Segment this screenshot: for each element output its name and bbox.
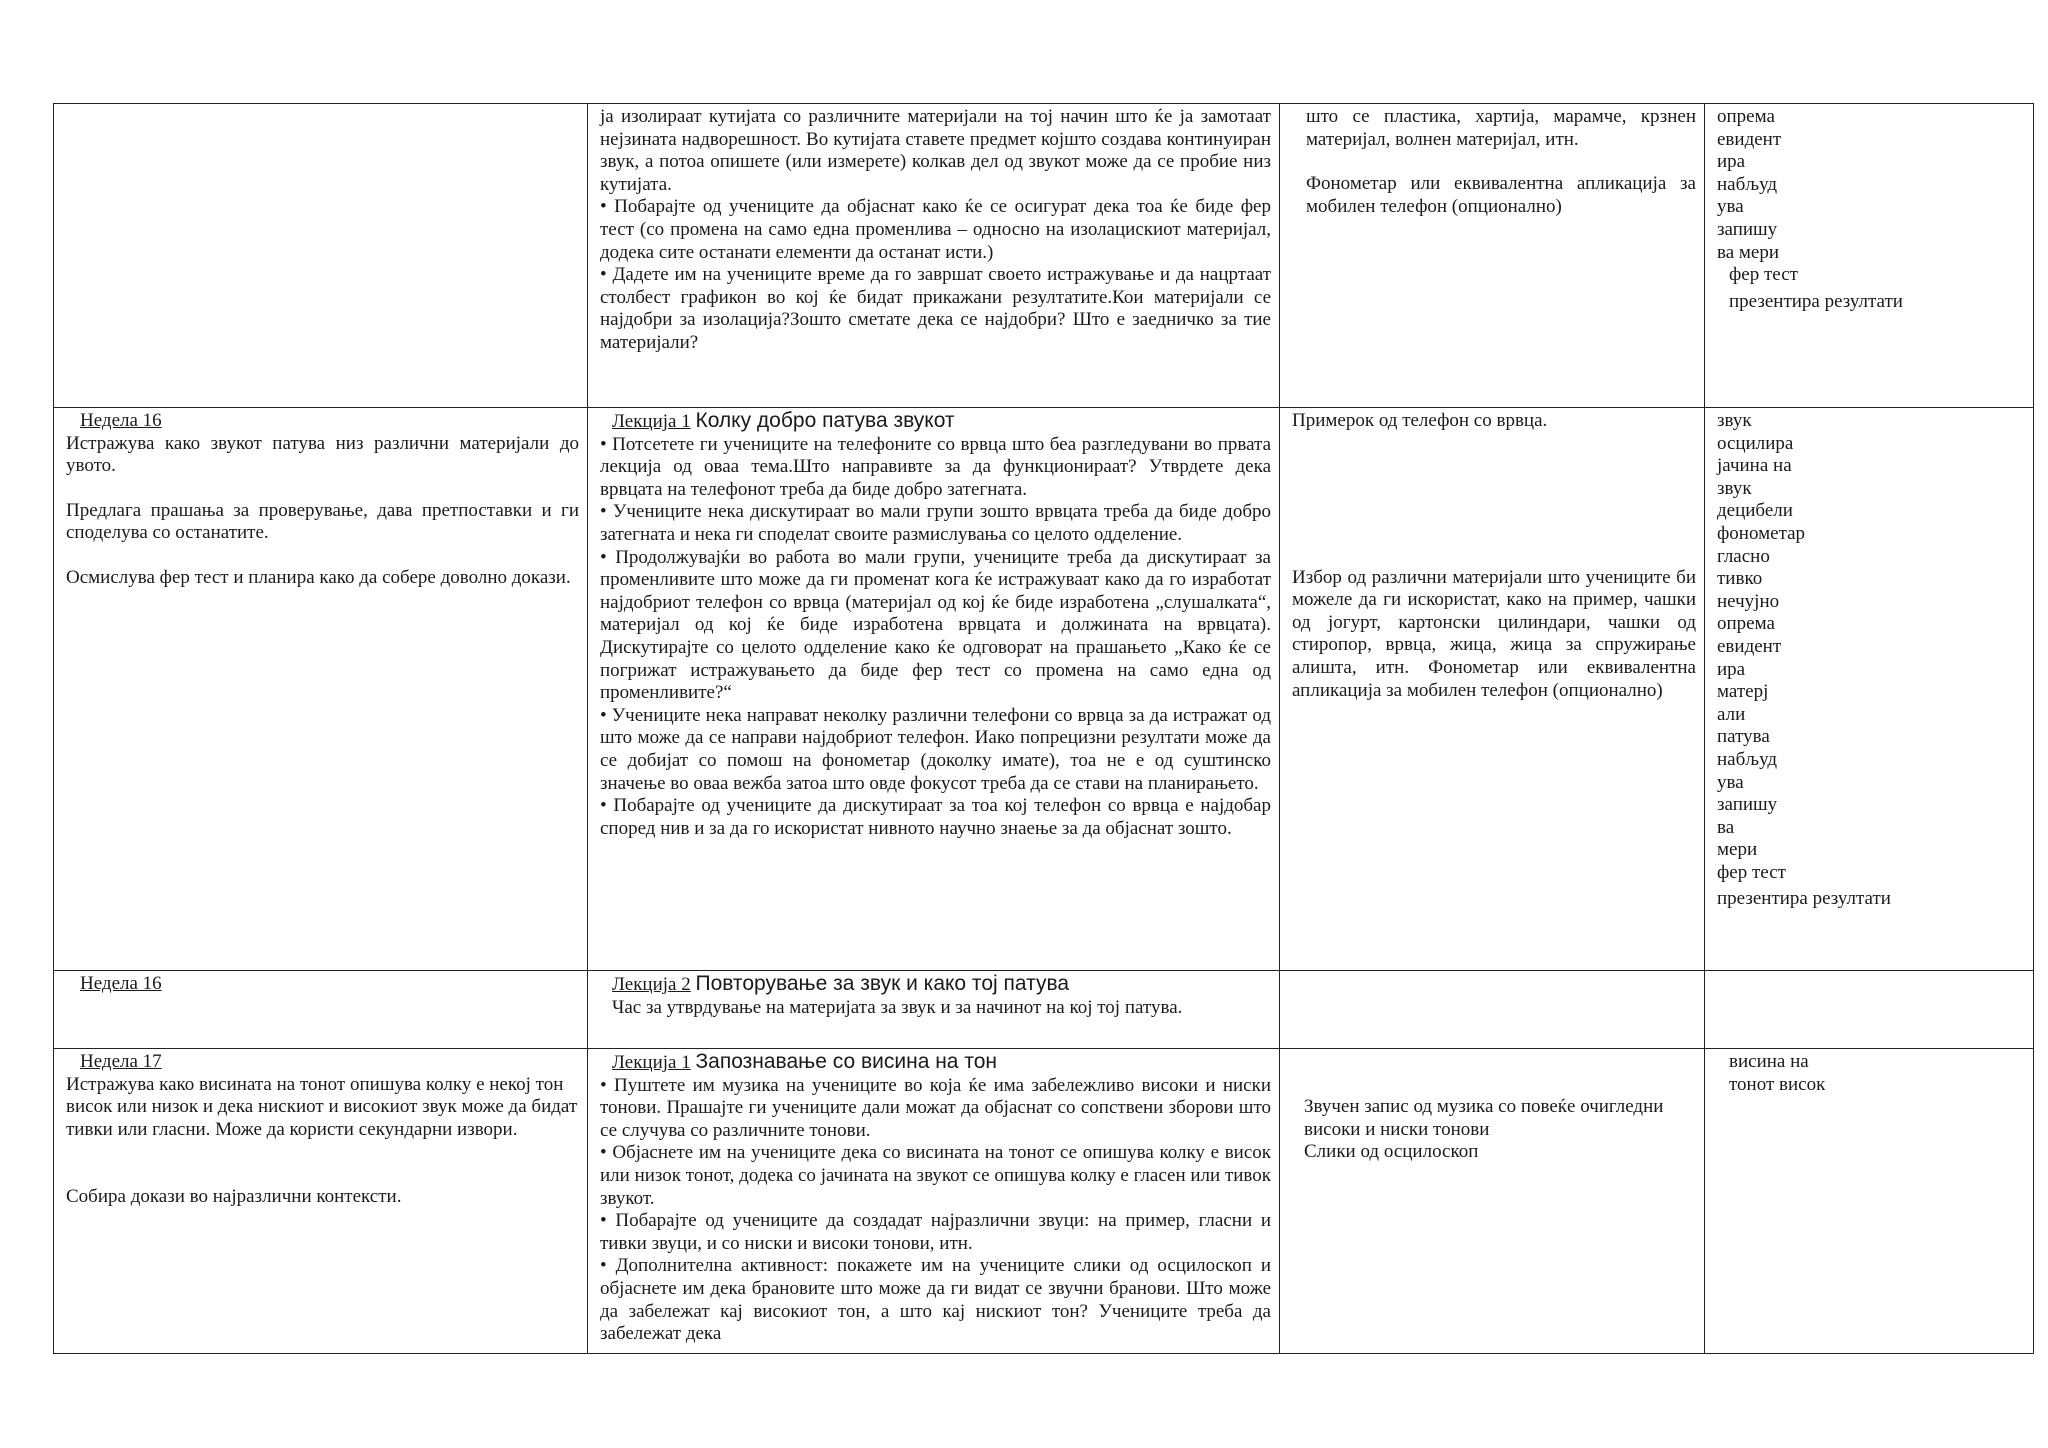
activity-paragraph: • Побарајте од учениците да создадат најразлични звуци: на пример, гласни и тивки звуци, и со ниски и високи тонови, итн. [600,1210,1271,1254]
lesson-title: Повторување за звук и како тој патува [695,972,1070,995]
keywords-cell [1705,1049,2034,1354]
materials-cell [1280,971,1705,1049]
keywords-cell [1705,971,2034,1049]
keyword: евидент [1717,635,1782,657]
keywords-cell [1705,104,2034,408]
keyword: звук [1717,477,1752,499]
table-row [54,104,2034,408]
keyword: висина на [1729,1051,1809,1072]
activity-paragraph: • Потсетете ги учениците на телефоните со врвца што беа разгледувани во првата лекција од оваа тема.Што направивте за да функционираат? Утврдете дека врвцата на телефонот треба да биде добро затегната. [600,433,1271,500]
keyword: патува [1717,726,1770,748]
outcomes-cell [54,408,588,971]
keyword: тонот висок [1729,1073,1826,1095]
lesson-number: Лекција 2 [612,974,691,995]
materials-text: Звучен запис од музика со повеќе очигледни високи и ниски тонови [1304,1096,1664,1140]
keyword: презентира резултати [1717,888,1891,910]
keyword: ира [1717,658,1746,680]
keyword: фонометар [1717,522,1806,544]
lesson-title: Колку добро патува звукот [695,409,955,432]
keyword: опрема [1717,613,1775,635]
keywords-cell [1705,408,2034,971]
activity-paragraph: Час за утврдување на материјата за звук и за начинот на кој тој патува. [612,996,1183,1018]
activity-paragraph: ја изолираат кутијата со различните материјали на тој начин што ќе ја замотаат нејзината надворешност. Во кутијата ставете предмет којшто создава континуиран звук, а потоа опишете (или измерете) колкав дел од звукот може да се пробие низ кутијата. [600,106,1271,195]
outcomes-cell [54,971,588,1049]
keyword: фер тест [1717,861,1786,883]
lesson-number: Лекција 1 [612,411,691,432]
keyword: звук [1717,410,1752,431]
week-label: Недела 17 [80,1051,162,1072]
activity-paragraph: • Учениците нека дискутираат во мали групи зошто врвцата треба да биде добро затегната и нека ги споделат своите размислувања со целото одделение. [600,501,1271,545]
keyword: ува [1717,196,1744,218]
table-row [54,1049,2034,1354]
activities-cell [588,1049,1280,1354]
keyword: мери [1717,839,1758,861]
keyword: набљуд [1717,748,1778,770]
activity-paragraph: • Дадете им на учениците време да го завршат своето истражување и да нацртаат столбест графикон во кој ќе бидат прикажани резултатите.Кои материјали се најдобри за изолација?Зошто сметате дека се најдобри? Што е заедничко за тие материјали? [600,264,1271,353]
table-row [54,408,2034,971]
lesson-heading [612,410,1271,434]
materials-text: Фонометар или еквивалентна апликација за мобилен телефон (опционално) [1306,173,1696,217]
keyword: презентира резултати [1729,290,1903,312]
keyword: евидент [1717,128,1782,150]
keyword: јачина на [1717,455,1792,477]
lesson-plan-table [53,103,2034,1354]
keyword: опрема [1717,106,1775,127]
keyword: нечујно [1717,590,1780,612]
keyword: ва мери [1717,241,1780,263]
week-label: Недела 16 [80,973,162,994]
keyword: ва [1717,816,1735,838]
activity-paragraph: • Продолжувајќи во работа во мали групи, учениците треба да дискутираат за променливите што може да ги променат кога ќе истражуваат како да го изработат најдобриот телефон со врвца (материјал од кој ќе биде изработена „слушалката“, материјал од кој ќе биде изработена врвцата и должината на врвцата). Дискутирајте со целото одделение како ќе одговорат на прашањето „Како ќе се погрижат истражувањето да биде фер тест со промена на само една од променливите?“ [600,546,1271,704]
keyword: ира [1717,151,1746,173]
outcome-text: Собира докази во најразлични контексти. [66,1186,402,1208]
outcome-text: Осмислува фер тест и планира како да собере доволно докази. [66,566,571,588]
activity-paragraph: • Побарајте од учениците да објаснат како ќе се осигурат дека тоа ќе биде фер тест (со промена на само една променлива – односно на изолацискиот материјал, додека сите останати елементи да останат исти.) [600,196,1271,263]
keyword: ува [1717,771,1744,793]
keyword: набљуд [1717,173,1778,195]
materials-cell [1280,1049,1705,1354]
materials-text: Избор од различни материјали што учениците би можеле да ги искористат, како на пример, чашки од јогурт, картонски цилиндари, чашки од стиропор, врвца, жица, жица за спружирање алишта, итн. Фонометар или еквивалентна апликација за мобилен телефон (опционално) [1292,566,1696,701]
keyword: осцилира [1717,432,1794,454]
activities-cell [588,408,1280,971]
activity-paragraph: • Дополнителна активност: покажете им на учениците слики од осцилоскоп и објаснете им дека брановите што може да ги видат се звучни бранови. Што може да забележат кај високиот тон, а што кај нискиот тон? Учениците треба да забележат дека [600,1255,1271,1345]
materials-cell [1280,104,1705,408]
materials-cell [1280,408,1705,971]
outcome-text: Истражува како звукот патува низ различни материјали до увото. [66,432,579,477]
keyword: запишу [1717,218,1778,240]
keyword: запишу [1717,794,1778,816]
week-label: Недела 16 [80,410,162,431]
activity-paragraph: • Побарајте од учениците да дискутираат за тоа кој телефон со врвца е најдобар според нив и за да го искористат нивното научно знаење за да објаснат зошто. [600,795,1271,839]
outcome-text: Истражува како висината на тонот опишува колку е некој тон висок или низок и дека нискиот и високиот звук може да бидат тивки или гласни. Може да користи секундарни извори. [66,1073,578,1140]
outcome-text: Предлага прашања за проверување, дава претпоставки и ги споделува со останатите. [66,499,579,544]
activities-cell [588,971,1280,1049]
materials-text: Примерок од телефон со врвца. [1292,410,1548,431]
table-row [54,971,2034,1049]
keyword: фер тест [1729,264,1798,286]
lesson-title: Запознавање со висина на тон [695,1050,997,1073]
keyword: матерј [1717,681,1769,703]
keyword: децибели [1717,500,1793,522]
activity-paragraph: • Објаснете им на учениците дека со висината на тонот се опишува колку е висок или низок тонот, додека со јачината на звукот се опишува колку е гласен или тивок звукот. [600,1142,1271,1209]
keyword: али [1717,703,1746,725]
outcomes-cell [54,104,588,408]
materials-text: Слики од осцилоскоп [1304,1141,1479,1163]
lesson-heading [612,973,1271,997]
keyword: тивко [1717,568,1763,590]
activities-cell [588,104,1280,408]
activity-paragraph: • Учениците нека направат неколку различни телефони со врвца за да истражат од што може да се направи најдобриот телефон. Иако попрецизни резултати може да се добијат со помош на фонометар (доколку имате), тоа не е од суштинско значење во оваа вежба затоа што овде фокусот треба да се стави на планирањето. [600,704,1271,794]
outcomes-cell [54,1049,588,1354]
keyword: гласно [1717,545,1770,567]
activity-paragraph: • Пуштете им музика на учениците во која ќе има забележливо високи и ниски тонови. Прашајте ги учениците дали можат да објаснат со сопствени зборови што се случува со различните тонови. [600,1074,1271,1141]
lesson-number: Лекција 1 [612,1052,691,1073]
lesson-heading [612,1051,1271,1075]
materials-text: што се пластика, хартија, марамче, крзнен материјал, волнен материјал, итн. [1306,106,1696,150]
